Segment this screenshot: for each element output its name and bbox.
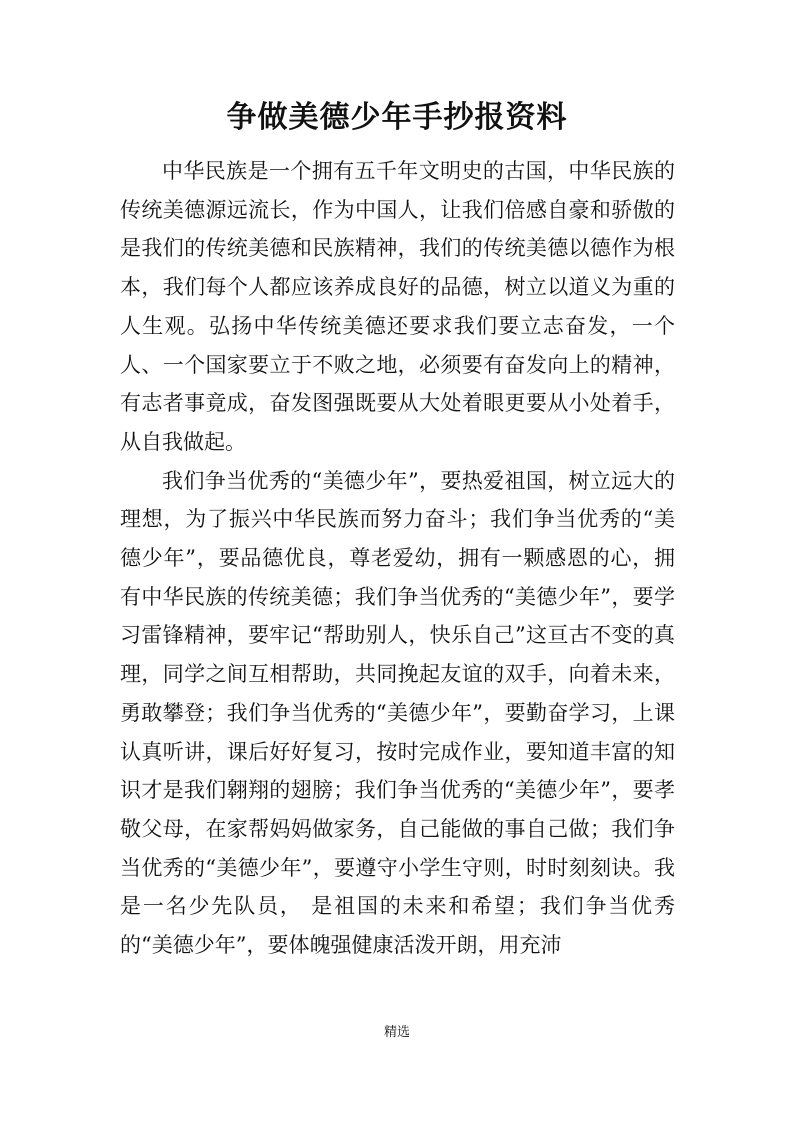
paragraph-2: 我们争当优秀的“美德少年”，要热爱祖国，树立远大的理想，为了振兴中华民族而努力奋斗；我们争当优秀的“美德少年”，要品德优良，尊老爱幼，拥有一颗感恩的心，拥有中华民族的传统美德；我们争当优秀的“美德少年”，要学习雷锋精神，要牢记“帮助别人，快乐自己”这亘古不变的真理，同学之间互相帮助，共同挽起友谊的双手，向着未来，勇敢攀登；我们争当优秀的“美德少年”，要勤奋学习，上课认真听讲，课后好好复习，按时完成作业，要知道丰富的知识才是我们翱翔的翅膀；我们争当优秀的“美德少年”，要孝敬父母，在家帮妈妈做家务，自己能做的事自己做；我们争当优秀的“美德少年”，要遵守小学生守则，时时刻刻诀。我是一名少先队员， 是祖国的未来和希望；我们争当优秀的“美德少年”，要体魄强健康活泼开朗，用充沛	[120, 468, 675, 958]
paragraph-1: 中华民族是一个拥有五千年文明史的古国，中华民族的传统美德源远流长，作为中国人，让我们倍感自豪和骄傲的是我们的传统美德和民族精神，我们的传统美德以德作为根本，我们每个人都应该养成良好的品德，树立以道义为重的人生观。弘扬中华传统美德还要求我们要立志奋发，一个人、一个国家要立于不败之地，必须要有奋发向上的精神，有志者事竟成，奋发图强既要从大处着眼更要从小处着手，从自我做起。	[120, 159, 675, 454]
document-title: 争做美德少年手抄报资料	[226, 100, 568, 135]
document-body	[120, 152, 675, 965]
page-footer: 精选	[383, 1025, 410, 1040]
